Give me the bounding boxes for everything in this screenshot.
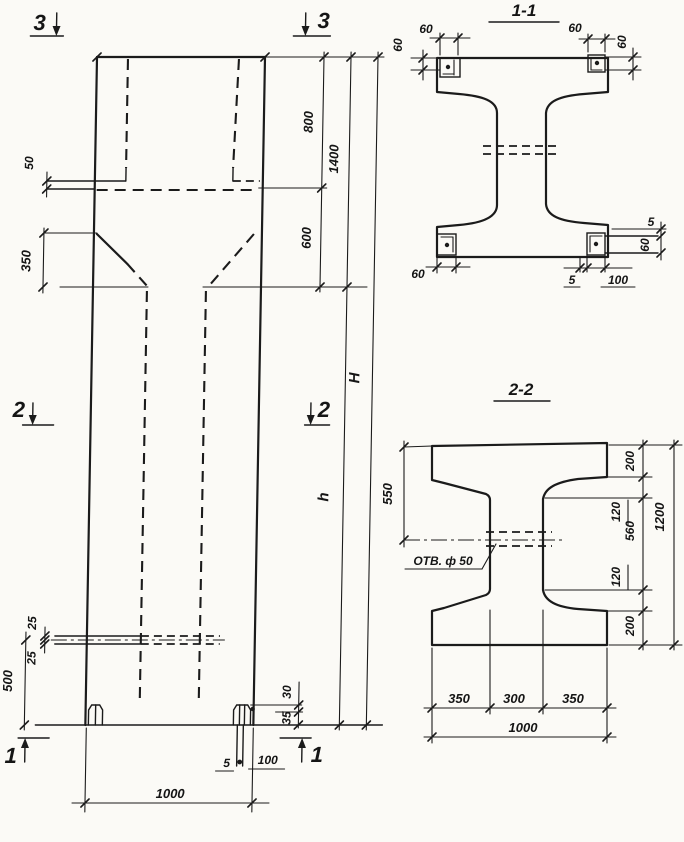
section-marker-3-left: [30, 10, 63, 36]
section-1-1-outline: [437, 58, 608, 257]
dim-width-1000: 1000: [155, 786, 185, 801]
svg-text:2: 2: [317, 397, 331, 422]
dim-plate-35: 35: [279, 711, 294, 725]
section-2-2-view: [380, 380, 682, 743]
dim-1400: 1400: [325, 144, 342, 174]
svg-text:3: 3: [33, 10, 46, 35]
dim-2-2-200-top: 200: [623, 450, 637, 472]
dim-800: 800: [300, 111, 317, 133]
section-2-2-outline: [432, 443, 607, 645]
dim-1-1-br-60: 60: [638, 238, 652, 252]
dim-1-1-br-5v: 5: [647, 215, 655, 229]
dim-1-1-tr-60w: 60: [568, 21, 582, 35]
dim-plate-30: 30: [279, 685, 295, 699]
section-marker-2-right: [305, 397, 331, 425]
section-marker-1-left: [4, 738, 49, 768]
section-1-1-title: 1-1: [511, 1, 537, 20]
svg-text:1: 1: [310, 742, 324, 767]
dim-600: 600: [298, 227, 315, 249]
svg-text:1: 1: [4, 743, 18, 768]
dim-2-2-350-left: 350: [448, 691, 470, 706]
dim-hole-25-upper: 25: [25, 616, 40, 630]
cap-hidden-left: [126, 59, 128, 168]
dim-hole-25-lower: 25: [24, 651, 39, 665]
taper-edge-left: [96, 234, 128, 264]
section-marker-2-left: [11, 397, 54, 425]
dim-line-H: [366, 52, 378, 730]
anchor-strip: [237, 725, 238, 766]
dim-plate-gap-5: 5: [223, 756, 231, 770]
dim-H: H: [346, 372, 364, 384]
dim-1-1-br-100: 100: [607, 273, 629, 287]
dim-2-2-550: 550: [380, 483, 395, 505]
dim-1-1-tl-60w: 60: [419, 22, 433, 36]
hole-diameter-label: ОТВ. ф 50: [413, 554, 473, 568]
dim-1-1-tr-60h: 60: [615, 35, 629, 49]
section-marker-3-right: [293, 8, 330, 36]
section-2-2-title: 2-2: [508, 380, 534, 399]
elevation-view: [0, 8, 395, 812]
dim-line-800-600: [320, 52, 324, 292]
dim-1-1-tl-60h: 60: [391, 38, 405, 52]
dim-h: h: [315, 492, 333, 502]
dim-500: 500: [0, 670, 16, 692]
dim-2-2-1000: 1000: [508, 720, 538, 735]
section-1-1-view: [391, 1, 666, 287]
dim-2-2-350-right: 350: [562, 691, 584, 706]
dim-2-2-120-bottom: 120: [609, 566, 623, 588]
dim-2-2-200-bottom: 200: [623, 615, 637, 637]
dim-taper-350: 350: [18, 250, 34, 272]
column-right-edge: [253, 57, 265, 725]
dim-1-1-bl-60: 60: [411, 267, 425, 281]
dim-2-2-300: 300: [503, 691, 525, 706]
svg-text:2: 2: [12, 397, 26, 422]
taper-edge-right-hidden: [208, 234, 254, 287]
shaft-hidden-right: [199, 291, 206, 700]
dim-plate-100: 100: [257, 753, 278, 767]
dim-1-1-br-5h: 5: [568, 273, 576, 287]
base-plate-right: [233, 705, 250, 725]
dim-2-2-1200: 1200: [652, 502, 667, 532]
dim-ledge-50: 50: [22, 156, 37, 170]
svg-text:3: 3: [317, 8, 330, 33]
dim-2-2-120-top: 120: [609, 501, 623, 523]
cap-hidden-right: [233, 59, 239, 168]
dim-2-2-560: 560: [623, 520, 637, 542]
section-marker-1-right: [280, 738, 324, 767]
shaft-hidden-left: [140, 291, 147, 700]
column-left-edge: [85, 57, 97, 725]
